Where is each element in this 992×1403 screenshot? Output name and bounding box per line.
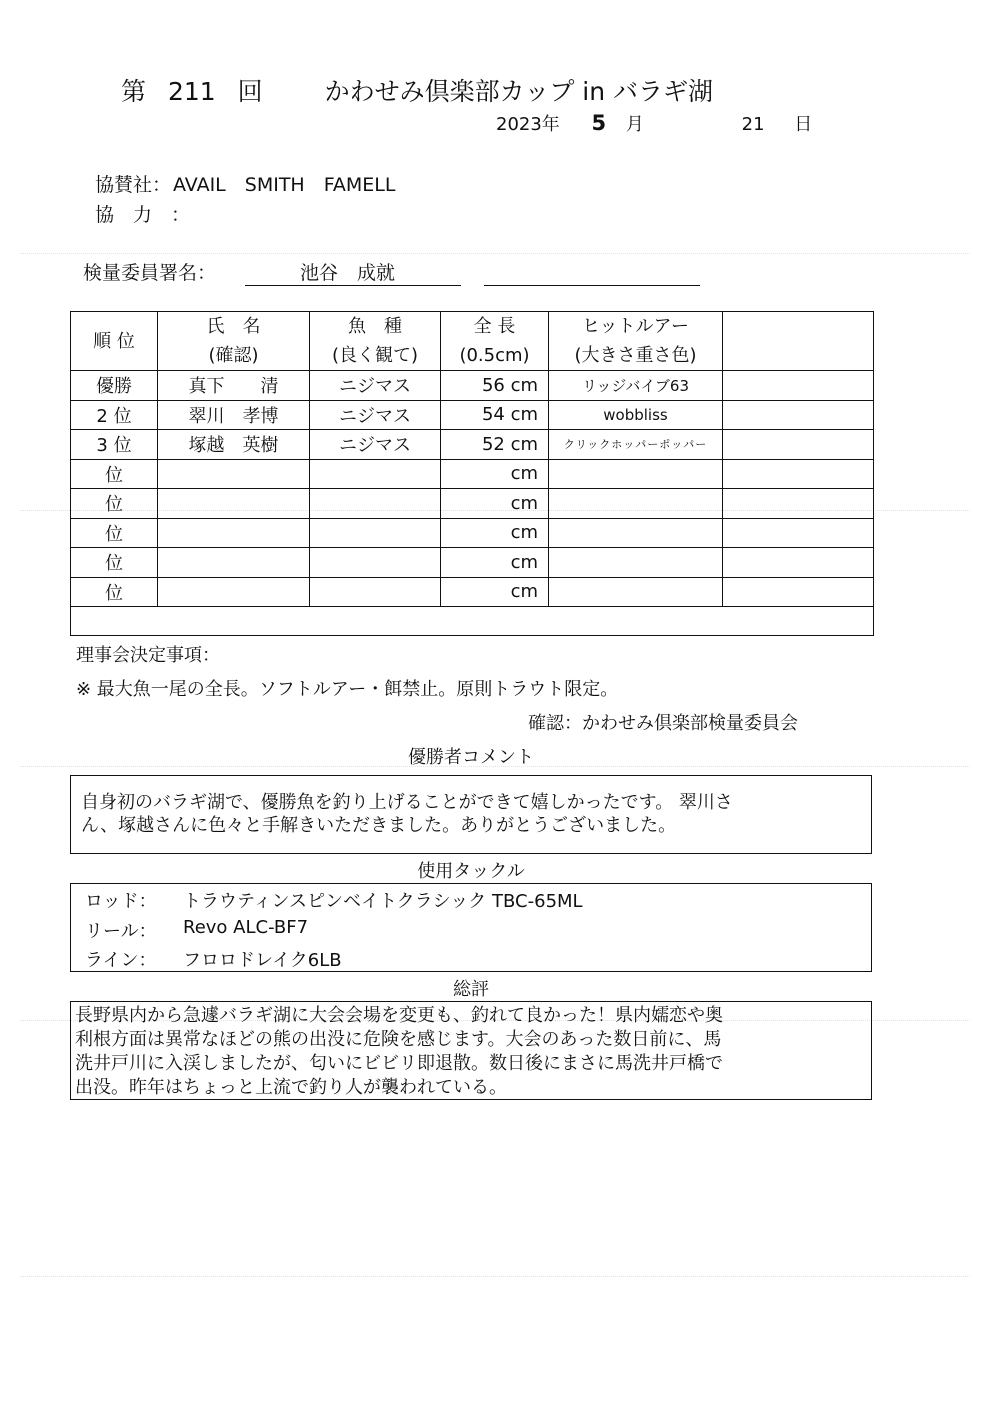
review-line: 出没。昨年はちょっと上流で釣り人が襲われている。 [75,1077,507,1098]
inspector-label: 検量委員署名： [83,262,217,284]
winner-comment-line: 自身初のバラギ湖で、優勝魚を釣り上げることができて嬉しかったです。 翠川さ [81,792,733,813]
name-cell: 翠川 孝博 [158,400,310,430]
winner-comment-title: 優勝者コメント [408,747,534,768]
date-month-label: 月 [625,114,644,135]
table-row [71,459,874,489]
lure-cell [549,489,723,519]
col-header-extra [723,312,874,371]
length-cell: cm [441,518,549,548]
reel-label: リール： [85,921,157,942]
col-header-lure: ヒットルアー (大きさ重さ色) [549,312,723,371]
board-confirm: 確認：かわせみ倶楽部検量委員会 [528,713,798,734]
name-cell [158,459,310,489]
review-line: 長野県内から急遽バラギ湖に大会会場を変更も、釣れて良かった！県内嬬恋や奥 [75,1005,723,1026]
footer-cell [71,607,874,636]
date-day: 21 [741,114,765,135]
extra-cell [723,400,874,430]
species-cell: ニジマス [310,400,441,430]
species-cell [310,548,441,578]
line-label: ライン： [85,950,157,971]
table-row [71,518,874,548]
date-month: 5 [591,111,607,135]
rank-cell: 3 位 [71,430,158,460]
lure-cell [549,577,723,607]
event-name: かわせみ倶楽部カップ in バラギ湖 [324,77,714,106]
extra-cell [723,430,874,460]
lure-cell: クリックホッパーポッパー [549,430,723,460]
sponsors-label: 協賛社： [95,174,172,196]
board-label: 理事会決定事項： [76,645,220,666]
name-cell: 塚越 英樹 [158,430,310,460]
date [496,110,812,136]
sponsors-line [95,170,395,197]
signature-line [245,285,461,286]
table-footer-row [71,607,874,636]
lure-cell [549,548,723,578]
extra-cell [723,489,874,519]
table-row [71,489,874,519]
table-row [71,577,874,607]
species-cell [310,489,441,519]
table-header-row [71,312,874,371]
line-value: フロロドレイク6LB [183,950,342,971]
winner-comment-box [70,775,872,854]
date-day-label: 日 [794,114,813,135]
winner-comment-line: ん、塚越さんに色々と手解きいただきました。ありがとうございました。 [81,815,677,836]
divider [20,1276,970,1277]
table-row [71,430,874,460]
extra-cell [723,548,874,578]
lure-cell: wobbliss [549,400,723,430]
tackle-box [70,883,872,972]
name-cell [158,548,310,578]
cooperation-label: 協 力 ： [95,204,191,226]
rod-label: ロッド： [85,891,157,912]
length-cell: 52 cm [441,430,549,460]
rank-cell: 優勝 [71,371,158,401]
col-header-length: 全 長 (0.5cm) [441,312,549,371]
rank-cell: 2 位 [71,400,158,430]
species-cell: ニジマス [310,430,441,460]
signature-line [484,285,700,286]
divider [20,253,970,254]
rank-cell: 位 [71,489,158,519]
species-cell [310,518,441,548]
name-cell: 真下 清 [158,371,310,401]
length-cell: cm [441,577,549,607]
rank-cell: 位 [71,577,158,607]
round-suffix: 回 [237,77,263,106]
lure-cell: リッジバイブ63 [549,371,723,401]
rod-value: トラウティンスピンベイトクラシック TBC-65ML [183,891,583,912]
length-cell: 54 cm [441,400,549,430]
lure-cell [549,518,723,548]
name-cell [158,518,310,548]
extra-cell [723,459,874,489]
table-row [71,548,874,578]
review-box [70,1001,872,1100]
length-cell: cm [441,489,549,519]
rank-cell: 位 [71,459,158,489]
table-row [71,400,874,430]
rank-cell: 位 [71,548,158,578]
board-rule: ※ 最大魚一尾の全長。ソフトルアー・餌禁止。原則トラウト限定。 [76,679,619,700]
species-cell [310,577,441,607]
review-line: 洗井戸川に入渓しましたが、匂いにビビリ即退散。数日後にまさに馬洗井戸橋で [75,1053,723,1074]
extra-cell [723,518,874,548]
rank-cell: 位 [71,518,158,548]
col-header-rank: 順 位 [71,312,158,371]
inspector-name: 池谷 成就 [300,262,396,284]
date-year: 2023年 [496,114,560,135]
length-cell: cm [441,459,549,489]
review-title: 総評 [453,979,489,1000]
table-row [71,371,874,401]
extra-cell [723,371,874,401]
lure-cell [549,459,723,489]
sponsors-value: AVAIL SMITH FAMELL [173,174,396,196]
extra-cell [723,577,874,607]
length-cell: 56 cm [441,371,549,401]
species-cell [310,459,441,489]
round-prefix: 第 [121,77,147,106]
name-cell [158,577,310,607]
length-cell: cm [441,548,549,578]
results-table [70,311,874,636]
reel-value: Revo ALC-BF7 [183,917,309,938]
round-number: 211 [167,77,216,106]
species-cell: ニジマス [310,371,441,401]
review-line: 利根方面は異常なほどの熊の出没に危険を感じます。大会のあった数日前に、馬 [75,1029,722,1050]
col-header-species: 魚 種 (良く観て) [310,312,441,371]
name-cell [158,489,310,519]
col-header-name: 氏 名 (確認) [158,312,310,371]
page-title [121,72,713,108]
tackle-title: 使用タックル [417,861,525,882]
